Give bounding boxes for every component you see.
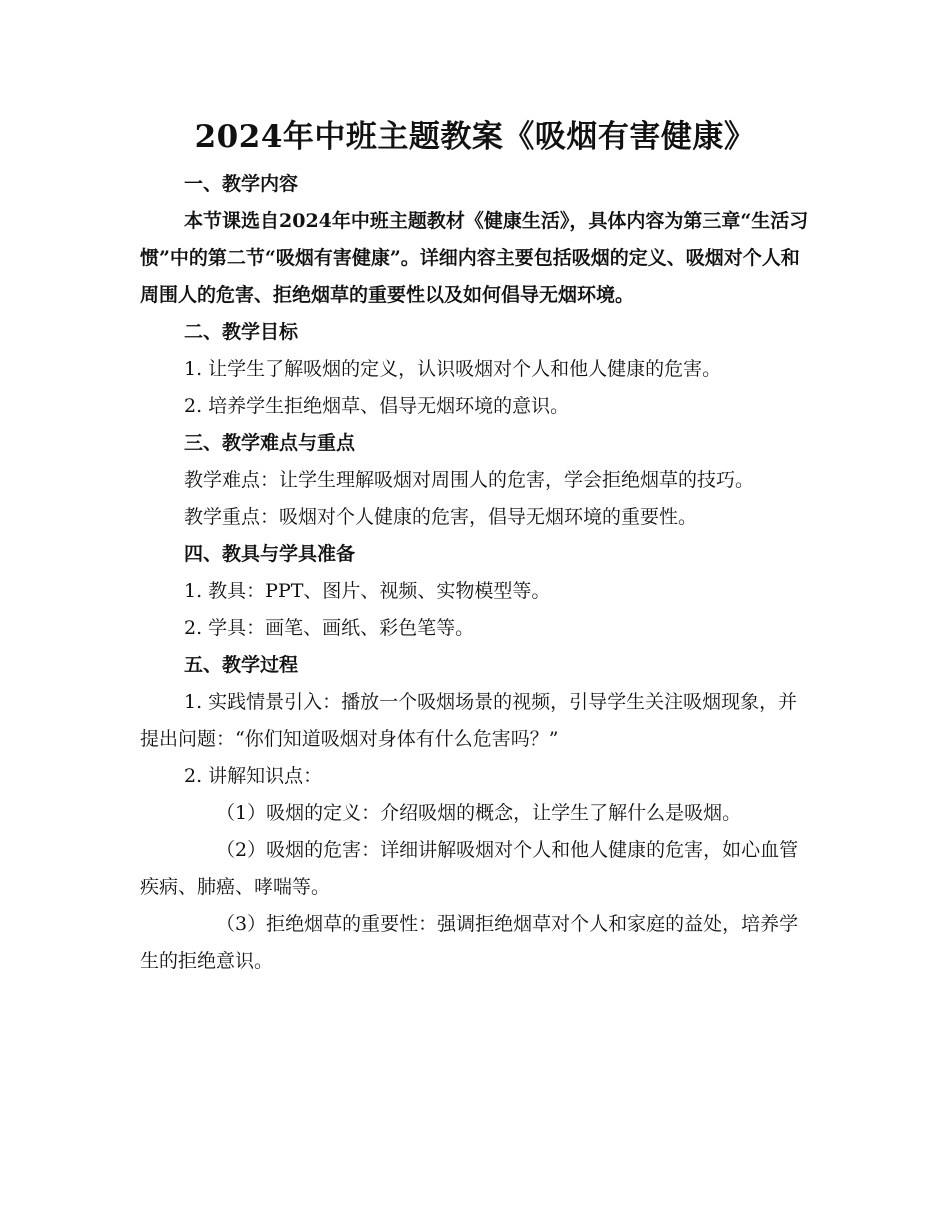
- document-title: 2024年中班主题教案《吸烟有害健康》: [194, 119, 756, 155]
- section-heading-content: 一、教学内容: [184, 173, 299, 195]
- section-heading-materials: 四、教具与学具准备: [184, 543, 356, 565]
- document-body: [140, 166, 810, 980]
- teaching-aids-item: 1. 教具：PPT、图片、视频、实物模型等。: [184, 580, 551, 602]
- objective-item-2: 2. 培养学生拒绝烟草、倡导无烟环境的意识。: [184, 395, 570, 417]
- section-heading-key-points: 三、教学难点与重点: [184, 432, 356, 454]
- section-heading-process: 五、教学过程: [184, 654, 299, 676]
- process-step-1: 1. 实践情景引入：播放一个吸烟场景的视频，引导学生关注吸烟现象，并提出问题：“你们知道吸烟对身体有什么危害吗？”: [140, 691, 798, 750]
- process-step-2: 2. 讲解知识点：: [184, 765, 323, 787]
- process-substep-3: （3）拒绝烟草的重要性：强调拒绝烟草对个人和家庭的益处，培养学生的拒绝意识。: [140, 913, 799, 972]
- process-substep-1: （1）吸烟的定义：介绍吸烟的概念，让学生了解什么是吸烟。: [216, 802, 742, 824]
- focus-paragraph: 教学重点：吸烟对个人健康的危害，倡导无烟环境的重要性。: [184, 506, 698, 528]
- objective-item-1: 1. 让学生了解吸烟的定义，认识吸烟对个人和他人健康的危害。: [184, 358, 722, 380]
- difficulty-paragraph: 教学难点：让学生理解吸烟对周围人的危害，学会拒绝烟草的技巧。: [184, 469, 755, 491]
- content-paragraph: 本节课选自2024年中班主题教材《健康生活》，具体内容为第三章“生活习惯”中的第二节“吸烟有害健康”。详细内容主要包括吸烟的定义、吸烟对个人和周围人的危害、拒绝烟草的重要性以及如何倡导无烟环境。: [140, 210, 809, 306]
- student-materials-item: 2. 学具：画笔、画纸、彩色笔等。: [184, 617, 475, 639]
- process-substep-2: （2）吸烟的危害：详细讲解吸烟对个人和他人健康的危害，如心血管疾病、肺癌、哮喘等。: [140, 839, 799, 898]
- section-heading-objectives: 二、教学目标: [184, 321, 299, 343]
